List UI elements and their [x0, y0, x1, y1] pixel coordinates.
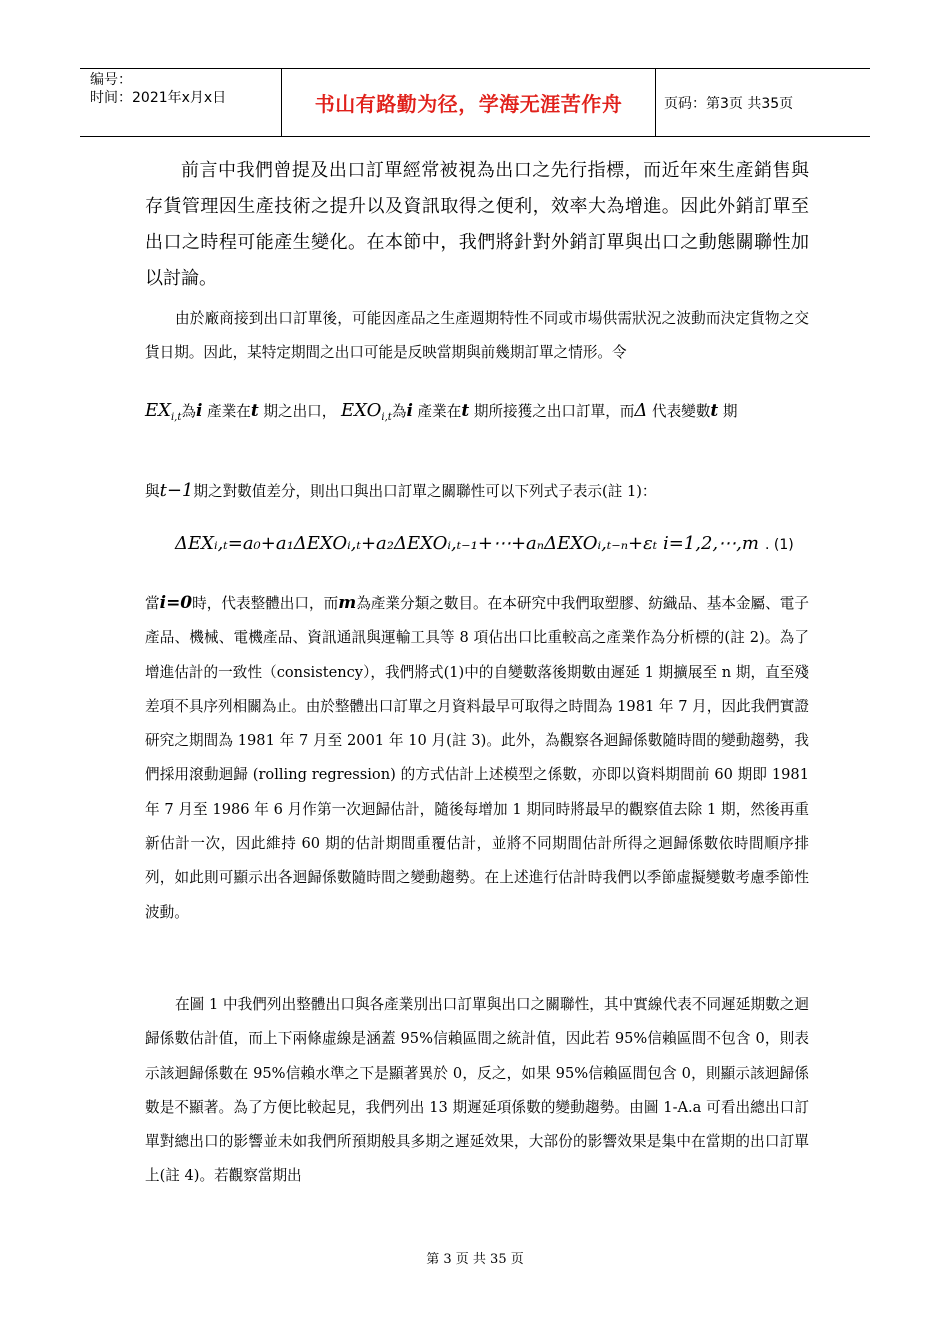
equation-1	[175, 532, 825, 554]
sub-it-2: i,t	[381, 411, 392, 423]
var-t-3: t	[710, 401, 719, 421]
text-period: 期	[722, 403, 738, 420]
text-delta: 代表變數	[652, 403, 711, 420]
text-order: 期所接獲之出口訂單，而	[473, 403, 635, 420]
text-industry-in: 產業在	[207, 403, 251, 420]
definitions-line-2	[145, 480, 809, 501]
var-t-2: t	[461, 401, 470, 421]
p2-mid: 時，代表整體出口，而	[192, 595, 339, 612]
header-number-label: 编号：	[90, 72, 132, 88]
p2-m: m	[338, 593, 357, 613]
paragraph-3: 在圖 1 中我們列出整體出口與各產業別出口訂單與出口之關聯性，其中實線代表不同遲延期數之迴歸係數估計值，而上下兩條虛線是涵蓋 95%信賴區間之統計值，因此若 95%信賴區間不包含 0，則表示該迴歸係數在 95%信賴水準之下是顯著異於 0，反之，如果 95%信賴區間包含 0，則顯示該迴歸係數是不顯著。為了方便比較起見，我們列出 13 期遲延項係數的變動趨勢。由圖 1-A.a 可看出總出口訂單對總出口的影響並未如我們所預期般具多期之遲延效果，大部份的影響效果是集中在當期的出口訂單上(註 4)。若觀察當期出	[145, 996, 809, 1185]
text-wei: 為	[181, 403, 196, 420]
var-i: i	[195, 401, 203, 421]
text-diff: 期之對數值差分，則出口與出口訂單之關聯性可以下列式子表示(註 1)：	[193, 483, 657, 500]
paragraph-1: 由於廠商接到出口訂單後，可能因產品之生產週期特性不同或市場供需狀況之波動而決定貨物之交貨日期。因此，某特定期間之出口可能是反映當期與前幾期訂單之情形。令	[145, 310, 809, 362]
text-yu: 與	[145, 483, 160, 500]
p2-i0: i=0	[159, 593, 193, 613]
paragraph-2	[145, 586, 809, 930]
var-ex: EX	[145, 400, 171, 421]
sub-it: i,t	[170, 411, 182, 423]
header-motto-cell	[282, 69, 656, 136]
body-section-1	[145, 302, 809, 371]
lead-paragraph: 前言中我們曾提及出口訂單經常被視為出口之先行指標，而近年來生產銷售與存貨管理因生產技術之提升以及資訊取得之便利，效率大為增進。因此外銷訂單至出口之時程可能產生變化。在本節中，我們將針對外銷訂單與出口之動態關聯性加以討論。	[145, 160, 809, 289]
page-header	[80, 68, 870, 137]
p2-rest: 為產業分類之數目。在本研究中我們取塑膠、紡織品、基本金屬、電子產品、機械、電機產品、資訊通訊與運輸工具等 8 項佔出口比重較高之產業作為分析標的(註 2)。為了增進估計的一致性（consistency），我們將式(1)中的自變數落後期數由遲延 1 期擴展至 n 期，直至殘差項不具序列相關為止。由於整體出口訂單之月資料最早可取得之時間為 1981 年 7 月，因此我們實證研究之期間為 1981 年 7 月至 2001 年 10 月(註 3)。此外，為觀察各迴歸係數隨時間的變動趨勢，我們採用滾動迴歸 (rolling regression) 的方式估計上述模型之係數，亦即以資料期間前 60 期即 1981 年 7 月至 1986 年 6 月作第一次迴歸估計，隨後每增加 1 期同時將最早的觀察值去除 1 期，然後再重新估計一次，因此維持 60 期的估計期間重覆估計，並將不同期間估計所得之迴歸係數依時間順序排列，如此則可顯示出各迴歸係數隨時間之變動趨勢。在上述進行估計時我們以季節虛擬變數考慮季節性波動。	[145, 595, 809, 921]
header-motto: 书山有路勤为径，学海无涯苦作舟	[314, 92, 623, 116]
body-section-3	[145, 988, 809, 1194]
p2-prefix: 當	[145, 595, 160, 612]
var-t-minus-1: t−1	[159, 480, 194, 501]
header-page-info: 页码：第3页 共35页	[664, 95, 794, 112]
text-export: 期之出口，	[263, 403, 337, 420]
var-t: t	[250, 401, 259, 421]
equation-formula: ΔEXᵢ,ₜ=a₀+a₁ΔEXOᵢ,ₜ+a₂ΔEXOᵢ,ₜ₋₁+⋯+aₙΔEXOᵢ,ₜ₋ₙ+εₜ i=1,2,⋯,m	[175, 533, 759, 554]
text-industry-in-2: 產業在	[417, 403, 462, 420]
text-wei-2: 為	[391, 403, 407, 420]
var-i-2: i	[406, 401, 413, 421]
page-footer: 第 3 页 共 35 页	[426, 1252, 524, 1267]
var-exo: EXO	[341, 400, 382, 421]
definitions-line-1	[145, 400, 809, 423]
var-delta: Δ	[634, 400, 648, 421]
header-left-cell	[80, 69, 282, 136]
body-section-2	[145, 586, 809, 930]
equation-number: . (1)	[764, 537, 794, 553]
lead-section	[145, 153, 809, 297]
header-date-label: 时间：2021年x月x日	[90, 90, 227, 106]
